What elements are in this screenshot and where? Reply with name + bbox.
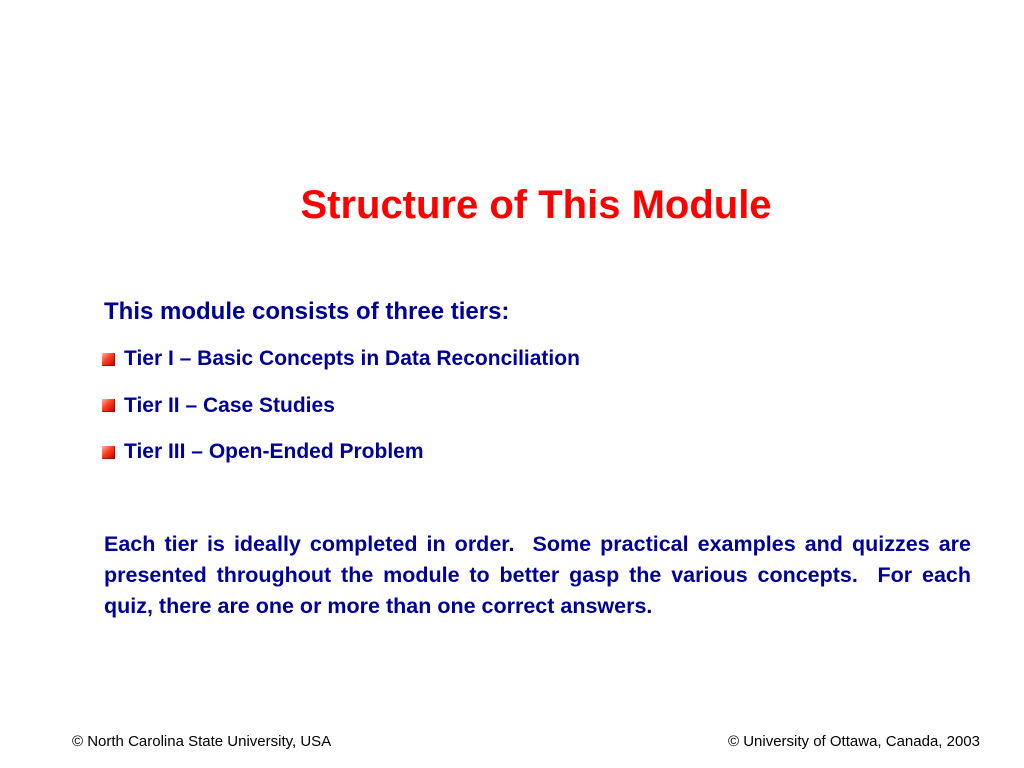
tier-label: Tier III – Open-Ended Problem [124, 440, 424, 463]
tier-item-3 [102, 437, 580, 467]
square-bullet-icon [102, 399, 115, 412]
tier-item-2 [102, 391, 580, 421]
tier-item-1 [102, 344, 580, 374]
footer-copyright-right: © University of Ottawa, Canada, 2003 [727, 733, 980, 750]
square-bullet-icon [102, 446, 115, 459]
square-bullet-icon [102, 353, 115, 366]
slide-title: Structure of This Module [300, 183, 772, 227]
description-paragraph: Each tier is ideally completed in order. Some practical examples and quizzes are presented throughout the module to better gasp the various concepts. For each quiz, there are one or more than one correct answers. [104, 532, 977, 618]
tier-list [102, 344, 580, 484]
intro-text: This module consists of three tiers: [104, 298, 510, 325]
footer-copyright-left: © North Carolina State University, USA [72, 733, 332, 750]
tier-label: Tier I – Basic Concepts in Data Reconciliation [124, 347, 580, 370]
tier-label: Tier II – Case Studies [124, 393, 335, 417]
